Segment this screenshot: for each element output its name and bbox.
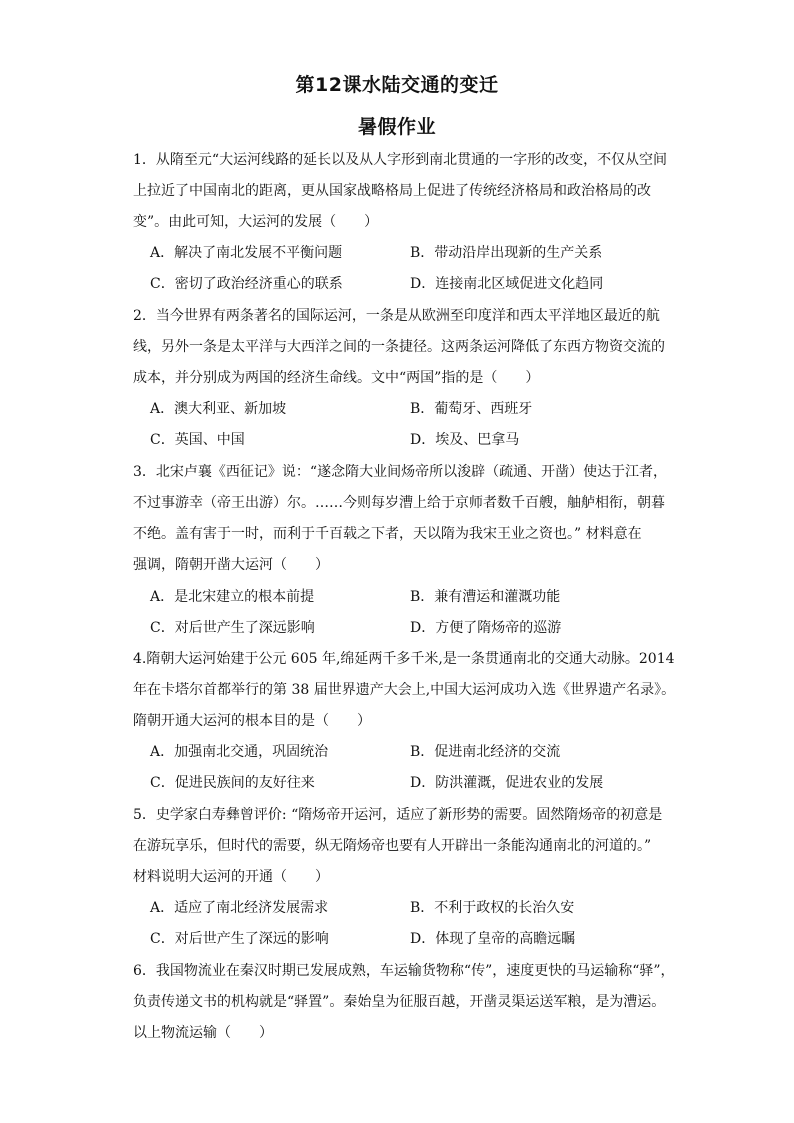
option-d: D．体现了皇帝的高瞻远瞩 <box>410 931 576 947</box>
option-d: D．连接南北区域促进文化趋同 <box>410 276 604 292</box>
option-a: A．加强南北交通，巩固统治 <box>150 744 329 760</box>
question-text-line: 隋朝开通大运河的根本目的是（ ） <box>133 713 371 729</box>
question-text-line: 5．史学家白寿彝曾评价: “隋炀帝开运河，适应了新形势的需要。固然隋炀帝的初意是 <box>133 807 663 823</box>
option-b: B．不利于政权的长治久安 <box>410 900 575 916</box>
option-c: C．密切了政治经济重心的联系 <box>150 276 343 292</box>
question-text-line: 2．当今世界有两条著名的国际运河，一条是从欧洲至印度洋和西太平洋地区最近的航 <box>133 308 660 324</box>
question-text-line: 不过事游幸（帝王出游）尔。……今则每岁漕上给于京师者数千百艘，舳舻相衔，朝暮 <box>133 495 665 511</box>
question-text-line: 强调，隋朝开凿大运河（ ） <box>133 557 329 573</box>
question-text-line: 在游玩享乐，但时代的需要，纵无隋炀帝也要有人开辟出一条能沟通南北的河道的。” <box>133 838 652 854</box>
page-title: 第12课水陆交通的变迁 <box>295 74 499 96</box>
question-text-line: 上拉近了中国南北的距离，更从国家战略格局上促进了传统经济格局和政治格局的改 <box>133 183 651 199</box>
question-text-line: 1．从隋至元“大运河线路的延长以及从人字形到南北贯通的一字形的改变，不仅从空间 <box>133 152 668 168</box>
question-text-line: 材料说明大运河的开通（ ） <box>133 869 329 885</box>
option-a: A．适应了南北经济发展需求 <box>150 900 329 916</box>
option-c: C．对后世产生了深远影响 <box>150 620 315 636</box>
question-text-line: 不绝。盖有害于一时，而利于千百载之下者，天以隋为我宋王业之资也。” 材料意在 <box>133 526 642 542</box>
option-c: C．促进民族间的友好往来 <box>150 775 315 791</box>
question-text-line: 线，另外一条是太平洋与大西洋之间的一条捷径。这两条运河降低了东西方物资交流的 <box>133 339 665 355</box>
option-d: D．埃及、巴拿马 <box>410 432 520 448</box>
option-b: B．兼有漕运和灌溉功能 <box>410 589 561 605</box>
option-a: A．澳大利亚、新加坡 <box>150 401 287 417</box>
option-a: A．解决了南北发展不平衡问题 <box>150 245 343 261</box>
question-text-line: 6．我国物流业在秦汉时期已发展成熟，车运输货物称“传”，速度更快的马运输称“驿”， <box>133 963 675 979</box>
question-text-line: 年在卡塔尔首都举行的第 38 届世界遗产大会上,中国大运河成功入选《世界遗产名录》。 <box>133 682 676 698</box>
question-text-line: 3．北宋卢襄《西征记》说：“遂念隋大业间炀帝所以浚辟（疏通、开凿）使达于江者， <box>133 464 668 480</box>
option-a: A．是北宋建立的根本前提 <box>150 589 315 605</box>
question-text-line: 成本，并分别成为两国的经济生命线。文中“两国”指的是（ ） <box>133 370 540 386</box>
option-b: B．葡萄牙、西班牙 <box>410 401 533 417</box>
option-d: D．方便了隋炀帝的巡游 <box>410 620 562 636</box>
option-d: D．防洪灌溉，促进农业的发展 <box>410 775 604 791</box>
question-text-line: 4.隋朝大运河始建于公元 605 年,绵延两千多千米,是一条贯通南北的交通大动脉。2014 <box>133 651 675 667</box>
question-text-line: 变”。由此可知，大运河的发展（ ） <box>133 214 379 230</box>
question-text-line: 以上物流运输（ ） <box>133 1025 273 1041</box>
option-c: C．对后世产生了深远的影响 <box>150 931 329 947</box>
option-b: B．带动沿岸出现新的生产关系 <box>410 245 603 261</box>
question-text-line: 负责传递文书的机构就是“驿置”。秦始皇为征服百越，开凿灵渠运送军粮，是为漕运。 <box>133 994 666 1010</box>
page-subtitle: 暑假作业 <box>357 116 436 138</box>
option-c: C．英国、中国 <box>150 432 245 448</box>
option-b: B．促进南北经济的交流 <box>410 744 561 760</box>
